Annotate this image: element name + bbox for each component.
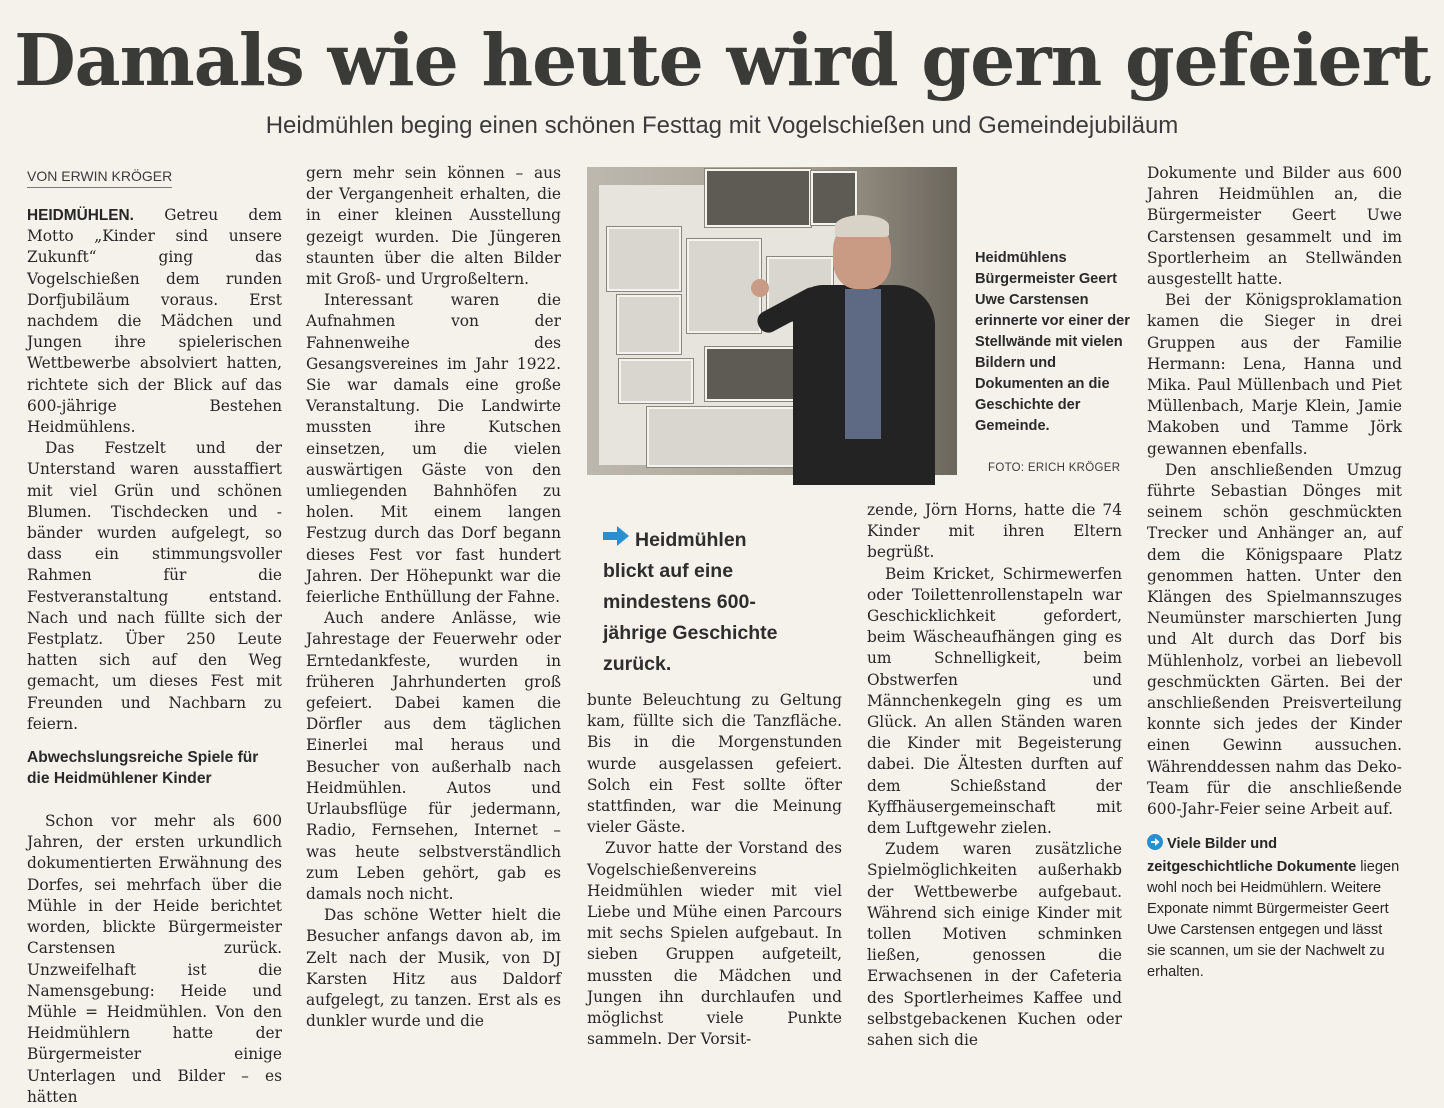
photo-frame: [617, 295, 681, 354]
paragraph: bunte Beleuchtung zu Geltung kam, füllte sich die Tanzfläche. Bis in die Morgenstunden wurde ausgelassen gefeiert. Solch ein Fest sollte öfter stattfinden, war die Meinung vieler Gäste.: [587, 691, 842, 837]
paragraph: Auch andere Anlässe, wie Jahrestage der Feuerwehr oder Erntedankfeste, wurden in früheren Jahrhunderten groß gefeiert. Dabei kamen die Dörfler aus dem täglichen Einerlei mal heraus und Besucher von außerhalb nach Heidmühlen. Autos und Urlaubsflüge für jedermann, Radio, Fernsehen, Internet – was heute selbstverständlich zum Leben gehört, gab es damals noch nicht.: [306, 609, 561, 903]
article-column-5: [1147, 163, 1402, 1055]
photo-frame: [619, 359, 693, 403]
paragraph-text: Getreu dem Motto „Kinder sind unsere Zukunft“ ging das Vogelschießen dem runden Dorfjubiläum voraus. Erst nachdem die Mädchen und Jungen ihre spielerischen Wettbewerbe absolviert hatten, richtete sich der Blick auf das 600-jährige Bestehen Heidmühlens.: [27, 206, 282, 437]
photo-frame: [687, 239, 761, 333]
paragraph: Zudem waren zusätzliche Spielmöglichkeiten außerhakb der Wettbewerbe aufgebaut. Während sich einige Kinder mit tollen Motiven schminken ließen, genossen die Erwachsenen in der Cafeteria des Sportlerheimes Kaffee und selbstgebackenen Kuchen oder sahen sich die: [867, 840, 1122, 1050]
subheadline: Heidmühlen beging einen schönen Festtag mit Vogelschießen und Gemeindejubiläum: [265, 112, 1179, 139]
paragraph: [27, 205, 282, 438]
article-column-4: [867, 500, 1122, 1055]
circle-arrow-icon: [1147, 834, 1163, 857]
headline: Damals wie heute wird gern gefeiert: [14, 18, 1430, 102]
pull-quote: [603, 525, 793, 680]
dateline: HEIDMÜHLEN.: [27, 207, 134, 224]
article-column-3: [587, 690, 842, 1055]
photo-frame: [607, 227, 681, 291]
photo-mayor-hair: [835, 215, 889, 237]
paragraph: Bei der Königsproklamation kamen die Sieger in drei Gruppen aus der Familie Hermann: Lena, Hanna und Mika. Paul Müllenbach und Piet Müllenbach, Marje Klein, Jamie Makoben und Tamme Jörk gewannen ebenfalls.: [1147, 291, 1402, 458]
photo-mayor-shirt: [845, 289, 881, 439]
info-box-text: liegen wohl noch bei Heidmühlern. Weitere Exponate nimmt Bürgermeister Geert Uwe Carstensen entgegen und lässt sie scannen, um sie der Nachwelt zu erhalten.: [1147, 859, 1400, 981]
photo-caption: Heidmühlens Bürgermeister Geert Uwe Carstensen erinnerte vor einer der Stellwände mit vielen Bildern und Dokumenten an die Geschichte der Gemeinde.: [975, 250, 1130, 434]
paragraph: zende, Jörn Horns, hatte die 74 Kinder mit ihren Eltern begrüßt.: [867, 501, 1122, 562]
article-column-1: [27, 205, 282, 1106]
paragraph: Dokumente und Bilder aus 600 Jahren Heidmühlen an, die Bürgermeister Geert Uwe Carstensen gesammelt und im Sportlerheim an Stellwänden ausgestellt hatte.: [1147, 164, 1402, 289]
section-subheading: Abwechslungsreiche Spiele für die Heidmühlener Kinder: [27, 749, 259, 788]
pull-quote-text: Heidmühlen blickt auf eine mindestens 600-jährige Geschichte zurück.: [603, 529, 778, 676]
paragraph: Interessant waren die Aufnahmen von der Fahnenweihe des Gesangsvereines im Jahr 1922. Sie war damals eine große Veranstaltung. Die Landwirte mussten ihre Kutschen einsetzen, um die vielen auswärtigen Gäste von den umliegenden Bahnhöfen zu holen. Mit einem langen Festzug durch das Dorf begann dieses Fest vor fast hundert Jahren. Der Höhepunkt war die feierliche Enthüllung der Fahne.: [306, 291, 561, 607]
paragraph: gern mehr sein können – aus der Vergangenheit erhalten, die in einer kleinen Ausstellung gezeigt wurden. Die Jüngeren staunten über die alten Bilder mit Groß- und Urgroßeltern.: [306, 164, 561, 289]
arrow-right-icon: [603, 525, 629, 556]
photo-mayor-figure: [785, 219, 935, 475]
paragraph: Den anschließenden Umzug führte Sebastian Dönges mit seinem schön geschmückten Trecker und Anhänger an, auf dem die Königspaare Platz genommen hatten. Unter den Klängen des Spielmannszuges Neumünster marschierten Jung und Alt durch das Dorf bis Mühlenholz, vorbei an liebevoll geschmückten Gärten. Bei der anschließenden Preisverteilung konnte sich jedes der Kinder einen Gewinn aussuchen. Währenddessen nahm das Deko-Team für die anschließende 600-Jahr-Feier seine Arbeit auf.: [1147, 460, 1402, 819]
paragraph: Schon vor mehr als 600 Jahren, der ersten urkundlich dokumentierten Erwähnung des Dorfes, sei mehrfach über die Mühle in der Heide berichtet worden, blickte Bürgermeister Carstensen zurück. Unzweifelhaft ist die Namensgebung: Heide und Mühle = Heidmühlen. Von den Heidmühlern hatte der Bürgermeister einige Unterlagen und Bilder – es hätten: [27, 812, 282, 1106]
paragraph: Das schöne Wetter hielt die Besucher anfangs davon ab, im Zelt nach der Musik, von DJ Karsten Hitz aus Daldorf aufgelegt, zu tanzen. Erst als es dunkler wurde und die: [306, 906, 561, 1031]
byline: VON ERWIN KRÖGER: [27, 166, 172, 188]
paragraph: Das Festzelt und der Unterstand waren ausstaffiert mit viel Grün und schönen Blumen. Tischdecken und -bänder wurden aufgelegt, so dass ein stimmungsvoller Rahmen für die Festveranstaltung entstand. Nach und nach füllte sich der Festplatz. Über 250 Leute hatten sich auf den Weg gemacht, um dieses Fest mit Freunden und Nachbarn zu feiern.: [27, 439, 282, 733]
paragraph: Zuvor hatte der Vorstand des Vogelschießenvereins Heidmühlen wieder mit viel Liebe und Mühe einen Parcours mit sechs Spielen aufgebaut. In sieben Gruppen aufgeteilt, mussten die Mädchen und Jungen ihn durchlaufen und möglichst viele Punkte sammeln. Der Vorsit-: [587, 839, 842, 1049]
photo-credit: FOTO: ERICH KRÖGER: [988, 462, 1121, 474]
article-column-2: [306, 163, 561, 1055]
info-box: [1147, 834, 1402, 983]
photo-mayor-hand: [751, 279, 769, 297]
info-box-heading: Viele Bilder und zeitgeschichtliche Dokumente: [1147, 836, 1357, 876]
photo-mayor-exhibition: [587, 167, 957, 475]
paragraph: Beim Kricket, Schirmewerfen oder Toilettenrollenstapeln war Geschicklichkeit gefordert, beim Wäscheaufhängen ging es um Schnelligkeit, beim Obstwerfen und Männchenkegeln ging es um Glück. An allen Ständen waren die Kinder mit Begeisterung dabei. Die Ältesten durften auf dem Schießstand der Kyffhäusergemeinschaft mit dem Luftgewehr zielen.: [867, 564, 1122, 838]
